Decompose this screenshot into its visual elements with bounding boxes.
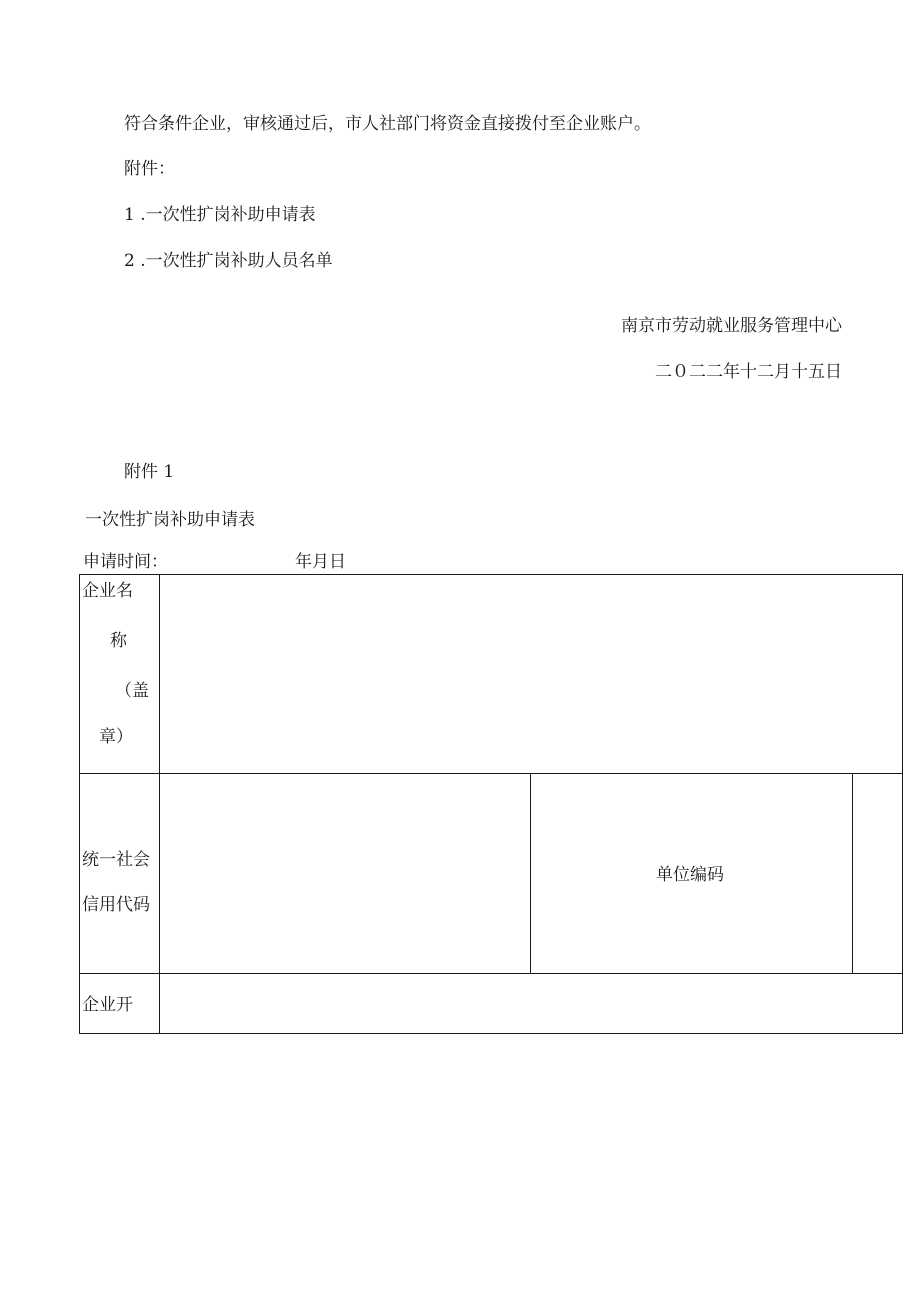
account-field[interactable] (159, 973, 903, 1034)
attachment-item: 1 .一次性扩岗补助申请表 (124, 205, 316, 225)
unit-code-field[interactable] (852, 773, 903, 974)
issuing-organization: 南京市劳动就业服务管理中心 (621, 316, 842, 336)
unit-code-label: 单位编码 (656, 865, 724, 885)
credit-code-label-line: 统一社会 (82, 850, 150, 870)
account-label: 企业开 (82, 995, 133, 1015)
intro-paragraph: 符合条件企业，审核通过后，市人社部门将资金直接拨付至企业账户。 (124, 114, 651, 134)
company-name-label-cell (79, 574, 160, 774)
company-name-label-line: 章） (99, 727, 133, 747)
application-time-label: 申请时间： (83, 552, 168, 572)
application-time-value: 年月日 (295, 552, 346, 572)
issue-date: 二０二二年十二月十五日 (655, 362, 842, 382)
form-title: 一次性扩岗补助申请表 (85, 510, 255, 530)
company-name-label-line: 企业名 (82, 581, 133, 601)
account-label-cell (79, 973, 160, 1034)
company-name-label-line: 称 (110, 631, 127, 651)
credit-code-label-cell (79, 773, 160, 974)
application-time (83, 552, 346, 572)
credit-code-field[interactable] (159, 773, 531, 974)
application-form-table (79, 574, 903, 1034)
company-name-field[interactable] (159, 574, 903, 774)
unit-code-label-cell (530, 773, 853, 974)
company-name-label-line: （盖 (115, 681, 149, 701)
attachment-1-label: 附件 1 (124, 462, 175, 482)
credit-code-label-line: 信用代码 (82, 895, 150, 915)
attachment-item: 2 .一次性扩岗补助人员名单 (124, 251, 333, 271)
attachments-heading: 附件： (124, 159, 175, 179)
